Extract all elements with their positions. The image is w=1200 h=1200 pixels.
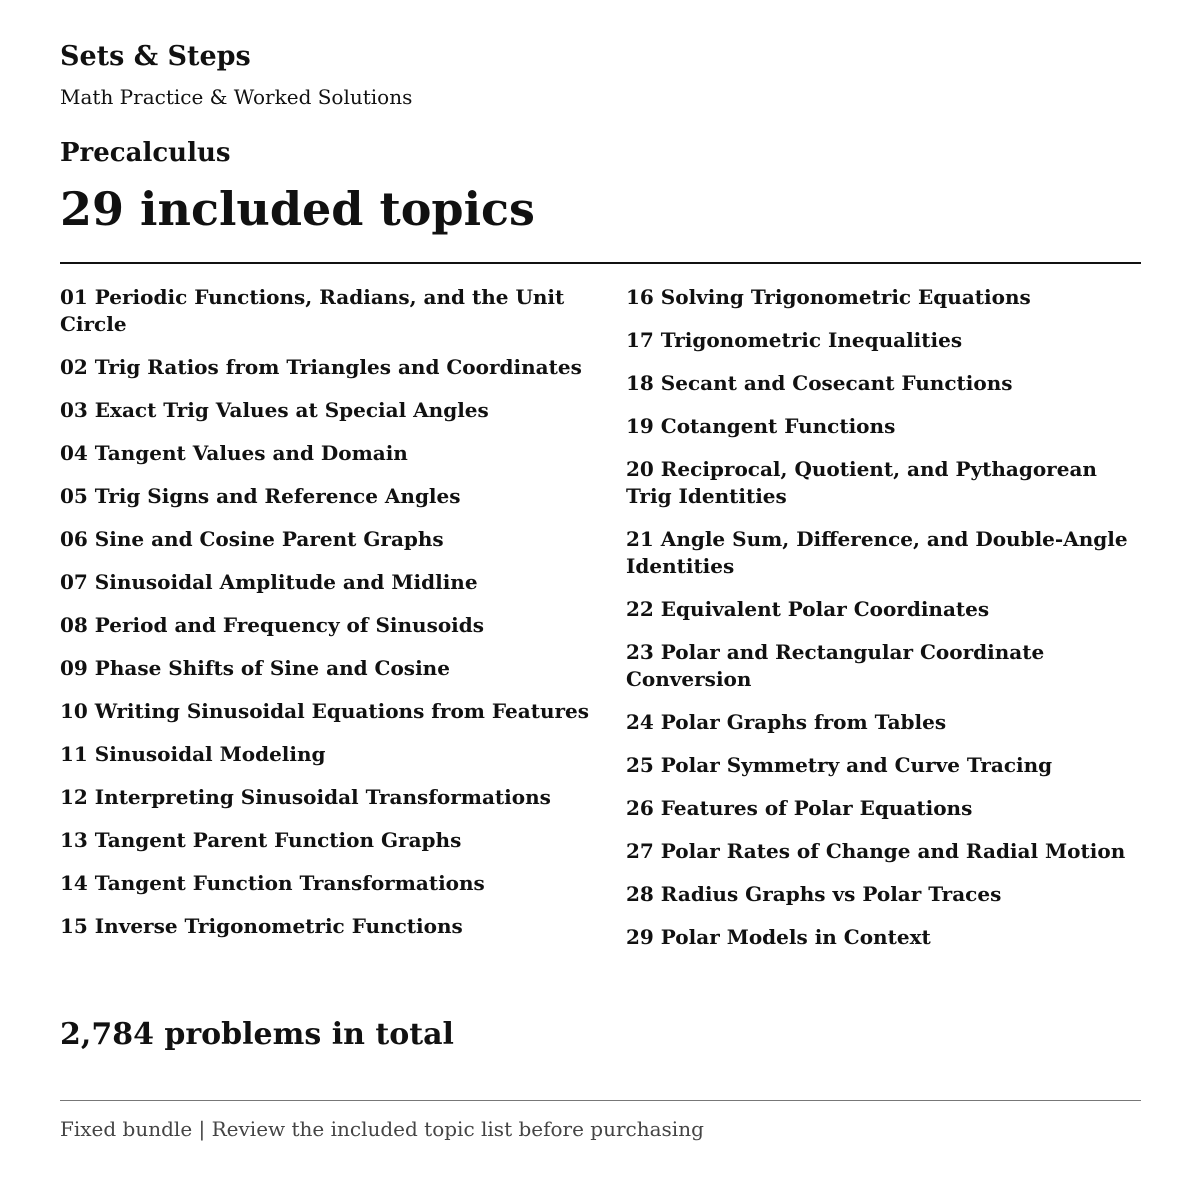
topic-item: 11 Sinusoidal Modeling bbox=[60, 742, 326, 766]
footer-divider bbox=[60, 1100, 1141, 1101]
topic-item: 17 Trigonometric Inequalities bbox=[626, 328, 963, 352]
topic-item: 28 Radius Graphs vs Polar Traces bbox=[626, 882, 1002, 906]
subject-heading: Precalculus bbox=[60, 138, 231, 168]
problem-total: 2,784 problems in total bbox=[60, 1017, 454, 1052]
topic-item: 26 Features of Polar Equations bbox=[626, 796, 973, 820]
brand-tagline: Math Practice & Worked Solutions bbox=[60, 85, 413, 109]
footer-note: Fixed bundle | Review the included topic list before purchasing bbox=[60, 1117, 704, 1141]
topic-item: 07 Sinusoidal Amplitude and Midline bbox=[60, 570, 478, 594]
topic-item: 09 Phase Shifts of Sine and Cosine bbox=[60, 656, 450, 680]
topic-item: 14 Tangent Function Transformations bbox=[60, 871, 485, 895]
topic-item: 05 Trig Signs and Reference Angles bbox=[60, 484, 461, 508]
topic-item: 08 Period and Frequency of Sinusoids bbox=[60, 613, 485, 637]
topic-item: 12 Interpreting Sinusoidal Transformations bbox=[60, 785, 551, 809]
topic-item: 10 Writing Sinusoidal Equations from Features bbox=[60, 699, 590, 723]
topic-item: 23 Polar and Rectangular Coordinate Conversion bbox=[626, 640, 1045, 691]
topic-item: 16 Solving Trigonometric Equations bbox=[626, 285, 1031, 309]
topic-item: 03 Exact Trig Values at Special Angles bbox=[60, 398, 489, 422]
topic-item: 22 Equivalent Polar Coordinates bbox=[626, 597, 990, 621]
topic-list-right bbox=[626, 284, 1141, 967]
topic-item: 25 Polar Symmetry and Curve Tracing bbox=[626, 753, 1053, 777]
topic-item: 15 Inverse Trigonometric Functions bbox=[60, 914, 463, 938]
topic-item: 06 Sine and Cosine Parent Graphs bbox=[60, 527, 444, 551]
topic-item: 19 Cotangent Functions bbox=[626, 414, 896, 438]
topics-count-headline: 29 included topics bbox=[60, 182, 535, 236]
topic-item: 27 Polar Rates of Change and Radial Motion bbox=[626, 839, 1126, 863]
header-divider bbox=[60, 262, 1141, 264]
topic-item: 02 Trig Ratios from Triangles and Coordinates bbox=[60, 355, 582, 379]
topic-item: 13 Tangent Parent Function Graphs bbox=[60, 828, 462, 852]
topic-item: 21 Angle Sum, Difference, and Double-Angle Identities bbox=[626, 527, 1128, 578]
topic-item: 20 Reciprocal, Quotient, and Pythagorean Trig Identities bbox=[626, 457, 1097, 508]
topic-item: 29 Polar Models in Context bbox=[626, 925, 931, 949]
brand-title: Sets & Steps bbox=[60, 41, 251, 72]
topic-item: 24 Polar Graphs from Tables bbox=[626, 710, 947, 734]
topic-item: 04 Tangent Values and Domain bbox=[60, 441, 408, 465]
topic-item: 18 Secant and Cosecant Functions bbox=[626, 371, 1013, 395]
topic-list-left bbox=[60, 284, 605, 956]
topic-item: 01 Periodic Functions, Radians, and the Unit Circle bbox=[60, 285, 565, 336]
